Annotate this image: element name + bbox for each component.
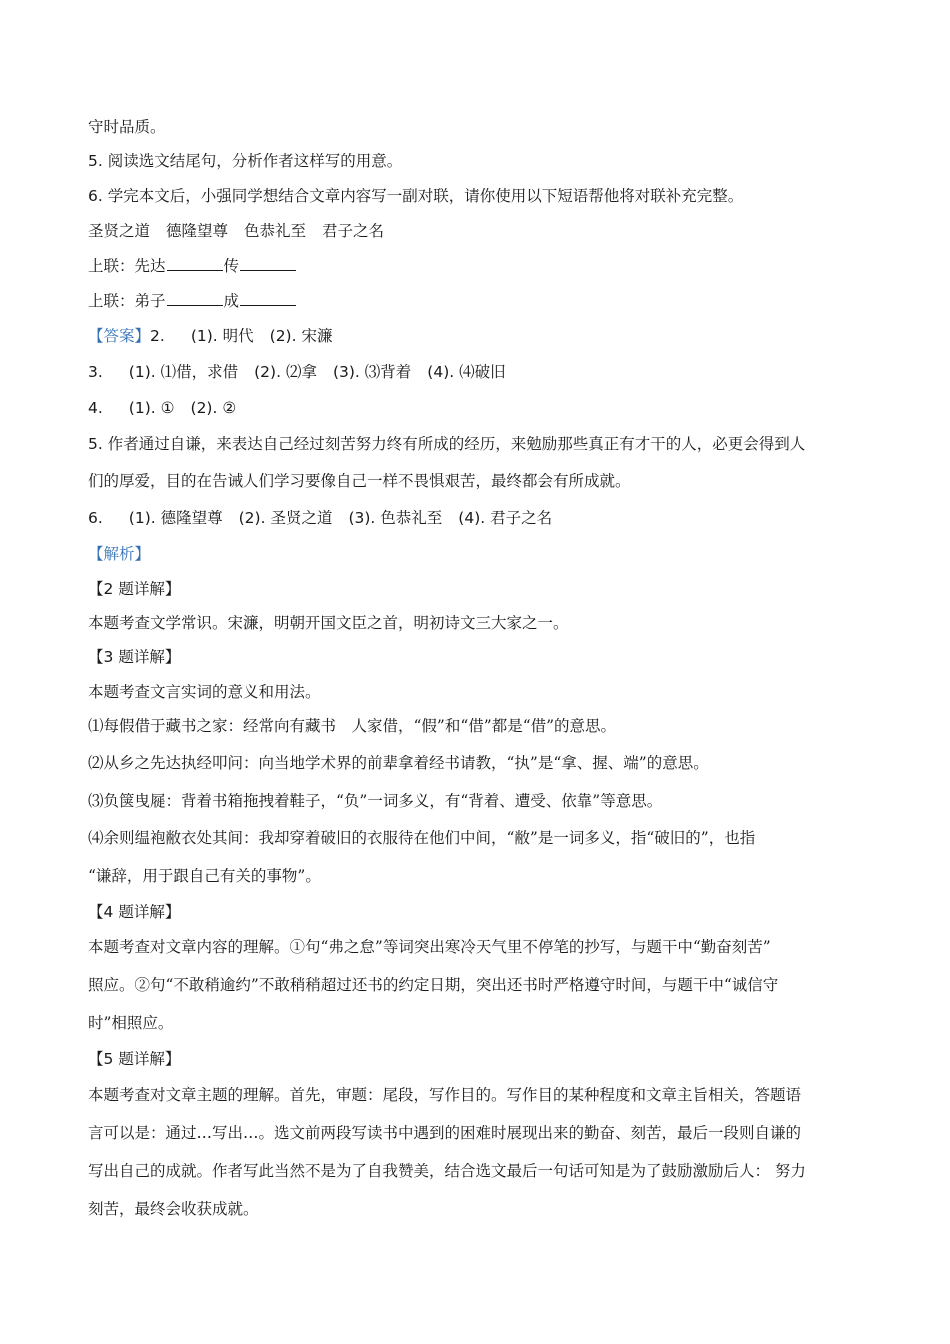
phrase-options [88, 221, 878, 241]
answer-tag: 【答案】 [88, 327, 151, 345]
detail-3-heading: 【3 题详解】 [88, 648, 181, 666]
detail-3-item-4: ⑷余则缊袍敝衣处其间：我却穿着破旧的衣服待在他们中间，“敝”是一词多义，指“破旧的”，也指 [88, 829, 756, 847]
answer-5: 5. 作者通过自谦，来表达自己经过刻苦努力终有所成的经历，来勉励那些真正有才干的人，必更会得到人 [88, 435, 806, 453]
answer-4: 4. (1). ① (2). ② [88, 399, 237, 417]
answer-3: 3. (1). ⑴借，求借 (2). ⑵拿 (3). ⑶背着 (4). ⑷破旧 [88, 363, 506, 381]
fill-blank [167, 256, 223, 271]
fill-blank [240, 256, 296, 271]
answer-2: 【答案】2. (1). 明代 (2). 宋濂 [88, 327, 333, 345]
detail-5-line-4: 刻苦，最终会收获成就。 [88, 1200, 259, 1218]
detail-4-line-1: 本题考查对文章内容的理解。①句“弗之怠”等词突出寒冷天气里不停笔的抄写，与题干中“勤奋刻苦” [88, 938, 771, 956]
detail-5-line-2: 言可以是：通过…写出…。选文前两段写读书中遇到的困难时展现出来的勤奋、刻苦，最后一段则自谦的 [88, 1124, 802, 1142]
detail-4-line-3: 时”相照应。 [88, 1014, 174, 1032]
detail-4-heading: 【4 题详解】 [88, 903, 181, 921]
answer-5-cont: 们的厚爱，目的在告诫人们学习要像自己一样不畏惧艰苦，最终都会有所成就。 [88, 472, 631, 490]
detail-3-item-3: ⑶负箧曳屣：背着书箱拖拽着鞋子，“负”一词多义，有“背着、遭受、依靠”等意思。 [88, 792, 663, 810]
detail-5-line-1: 本题考查对文章主题的理解。首先，审题：尾段，写作目的。写作目的某种程度和文章主旨相关，答题语 [88, 1086, 802, 1104]
answer-6: 6. (1). 德隆望尊 (2). 圣贤之道 (3). 色恭礼至 (4). 君子之名 [88, 509, 553, 527]
phrase: 德隆望尊 [166, 222, 229, 240]
detail-4-line-2: 照应。②句“不敢稍逾约”不敢稍稍超过还书的约定日期，突出还书时严格遵守时间，与题干中“诚信守 [88, 976, 779, 994]
phrase: 君子之名 [322, 222, 385, 240]
detail-2-body: 本题考查文学常识。宋濂，明朝开国文臣之首，明初诗文三大家之一。 [88, 614, 569, 632]
fill-blank [167, 291, 223, 306]
detail-5-line-3: 写出自己的成就。作者写此当然不是为了自我赞美，结合选文最后一句话可知是为了鼓励激励后人： 努力 [88, 1162, 806, 1180]
fill-blank [240, 291, 296, 306]
detail-3-item-1: ⑴每假借于藏书之家：经常向有藏书 人家借，“假”和“借”都是“借”的意思。 [88, 717, 617, 735]
phrase: 圣贤之道 [88, 222, 151, 240]
analysis-tag: 【解析】 [88, 545, 151, 563]
phrase: 色恭礼至 [244, 222, 307, 240]
detail-3-body: 本题考查文言实词的意义和用法。 [88, 683, 321, 701]
detail-3-item-2: ⑵从乡之先达执经叩问：向当地学术界的前辈拿着经书请教，“执”是“拿、握、端”的意思。 [88, 754, 709, 772]
question-6: 6. 学完本文后，小强同学想结合文章内容写一副对联，请你使用以下短语帮他将对联补充完整。 [88, 187, 744, 205]
question-5: 5. 阅读选文结尾句，分析作者这样写的用意。 [88, 152, 403, 170]
couplet-line-2: 上联：弟子 成 [88, 291, 878, 311]
couplet-line-1: 上联：先达 传 [88, 256, 878, 276]
question-tail: 守时品质。 [88, 118, 166, 136]
detail-5-heading: 【5 题详解】 [88, 1050, 181, 1068]
detail-2-heading: 【2 题详解】 [88, 580, 181, 598]
detail-3-item-4-cont: “谦辞，用于跟自己有关的事物”。 [88, 867, 321, 885]
